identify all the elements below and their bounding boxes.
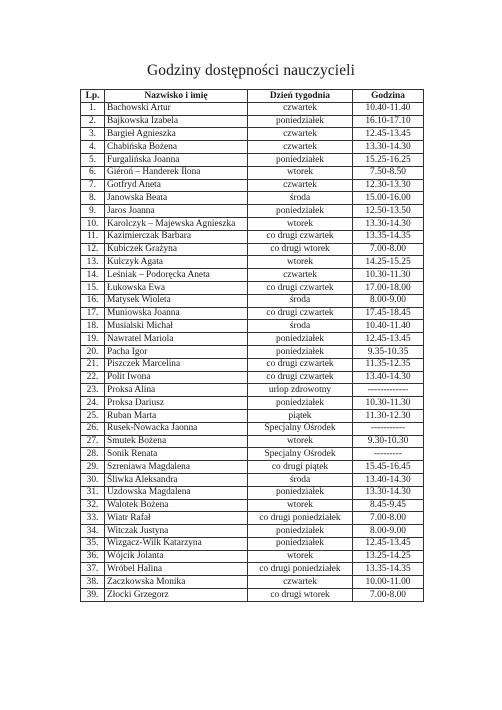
cell-day: środa <box>248 320 353 333</box>
cell-hour: 7.50-8.50 <box>353 166 424 179</box>
cell-hour: 15.45-16.45 <box>353 461 424 474</box>
table-row <box>81 512 424 525</box>
cell-lp: 34. <box>81 525 105 538</box>
cell-day: co drugi czwartek <box>248 358 353 371</box>
cell-lp: 23. <box>81 384 105 397</box>
cell-lp: 26. <box>81 422 105 435</box>
cell-lp: 30. <box>81 473 105 486</box>
table-row <box>81 230 424 243</box>
cell-hour: 9.30-10.30 <box>353 435 424 448</box>
cell-lp: 27. <box>81 435 105 448</box>
cell-hour: 12.45-13.45 <box>353 537 424 550</box>
table-row <box>81 473 424 486</box>
cell-day: środa <box>248 294 353 307</box>
cell-hour: 10.30-11.30 <box>353 397 424 410</box>
cell-name: Gotfryd Aneta <box>105 179 248 192</box>
cell-name: Łukowska Ewa <box>105 281 248 294</box>
cell-day: wtorek <box>248 550 353 563</box>
cell-hour: 8.45-9.45 <box>353 499 424 512</box>
header-lp: Lp. <box>81 90 105 103</box>
cell-lp: 37. <box>81 563 105 576</box>
cell-lp: 39. <box>81 589 105 602</box>
cell-lp: 29. <box>81 461 105 474</box>
cell-lp: 7. <box>81 179 105 192</box>
cell-name: Bajkowska Izabela <box>105 115 248 128</box>
cell-name: Wiatr Rafał <box>105 512 248 525</box>
cell-name: Karolczyk – Majewska Agnieszka <box>105 217 248 230</box>
cell-day: poniedziałek <box>248 115 353 128</box>
cell-day: co drugi czwartek <box>248 281 353 294</box>
header-day: Dzień tygodnia <box>248 90 353 103</box>
cell-hour: 8.00-9.00 <box>353 525 424 538</box>
cell-lp: 19. <box>81 333 105 346</box>
cell-name: Proksa Dariusz <box>105 397 248 410</box>
cell-name: Matysek Wioleta <box>105 294 248 307</box>
table-row <box>81 128 424 141</box>
cell-day: poniedziałek <box>248 397 353 410</box>
cell-hour: 13.35-14.35 <box>353 230 424 243</box>
table-row <box>81 333 424 346</box>
page-title: Godziny dostępności nauczycieli <box>147 62 355 79</box>
cell-name: Kazimierczak Barbara <box>105 230 248 243</box>
cell-name: Piszczek Marcelina <box>105 358 248 371</box>
cell-hour: 10.00-11.00 <box>353 576 424 589</box>
cell-day: poniedziałek <box>248 345 353 358</box>
cell-lp: 28. <box>81 448 105 461</box>
cell-day: Specjalny Ośrodek <box>248 422 353 435</box>
table-row <box>81 256 424 269</box>
cell-name: Walotek Bożena <box>105 499 248 512</box>
cell-name: Smutek Bożena <box>105 435 248 448</box>
cell-hour: 10.40-11.40 <box>353 320 424 333</box>
cell-hour: 13.40-14.30 <box>353 473 424 486</box>
table-row <box>81 537 424 550</box>
cell-name: Janowska Beata <box>105 192 248 205</box>
cell-day: poniedziałek <box>248 333 353 346</box>
cell-lp: 35. <box>81 537 105 550</box>
cell-hour: 15.00-16.00 <box>353 192 424 205</box>
cell-lp: 5. <box>81 153 105 166</box>
cell-hour: 12.30-13.30 <box>353 179 424 192</box>
cell-hour: 10.30-11.30 <box>353 269 424 282</box>
cell-name: Polit Iwona <box>105 371 248 384</box>
cell-name: Proksa Alina <box>105 384 248 397</box>
cell-lp: 13. <box>81 256 105 269</box>
cell-hour: 16.10-17.10 <box>353 115 424 128</box>
cell-lp: 4. <box>81 141 105 154</box>
table-row <box>81 166 424 179</box>
table-row <box>81 102 424 115</box>
cell-name: Kulczyk Agata <box>105 256 248 269</box>
table-row <box>81 550 424 563</box>
cell-hour: 13.30-14.30 <box>353 217 424 230</box>
cell-name: Złocki Grzegorz <box>105 589 248 602</box>
cell-lp: 15. <box>81 281 105 294</box>
cell-day: wtorek <box>248 499 353 512</box>
cell-hour: 8.00-9.00 <box>353 294 424 307</box>
table-row <box>81 153 424 166</box>
table-row <box>81 435 424 448</box>
cell-hour: 9.35-10.35 <box>353 345 424 358</box>
cell-lp: 22. <box>81 371 105 384</box>
cell-name: Bachowski Artur <box>105 102 248 115</box>
cell-day: co drugi czwartek <box>248 307 353 320</box>
table-row <box>81 397 424 410</box>
cell-hour: --------- <box>353 448 424 461</box>
cell-name: Wróbel Halina <box>105 563 248 576</box>
cell-name: Furgalińska Joanna <box>105 153 248 166</box>
cell-name: Giéroń – Handerek Ilona <box>105 166 248 179</box>
table-body <box>81 102 424 601</box>
table-row <box>81 345 424 358</box>
cell-hour: ----------- <box>353 422 424 435</box>
cell-day: wtorek <box>248 256 353 269</box>
table-row <box>81 384 424 397</box>
cell-lp: 12. <box>81 243 105 256</box>
cell-name: Wizgacz-Wilk Katarzyna <box>105 537 248 550</box>
cell-hour: 17.00-18.00 <box>353 281 424 294</box>
cell-day: Specjalny Ośrodek <box>248 448 353 461</box>
cell-lp: 32. <box>81 499 105 512</box>
cell-name: Rusek-Nowacka Jaonna <box>105 422 248 435</box>
cell-lp: 20. <box>81 345 105 358</box>
cell-day: co drugi czwartek <box>248 371 353 384</box>
table-row <box>81 461 424 474</box>
cell-lp: 17. <box>81 307 105 320</box>
cell-day: środa <box>248 192 353 205</box>
cell-lp: 18. <box>81 320 105 333</box>
cell-hour: 14.25-15.25 <box>353 256 424 269</box>
cell-hour: 7.00-8.00 <box>353 512 424 525</box>
header-name: Nazwisko i imię <box>105 90 248 103</box>
table-row <box>81 486 424 499</box>
cell-day: wtorek <box>248 217 353 230</box>
table-row <box>81 205 424 218</box>
cell-hour: 13.40-14.30 <box>353 371 424 384</box>
cell-lp: 16. <box>81 294 105 307</box>
cell-lp: 21. <box>81 358 105 371</box>
cell-name: Szreniawa Magdalena <box>105 461 248 474</box>
table-row <box>81 281 424 294</box>
cell-name: Ruban Marta <box>105 409 248 422</box>
cell-day: czwartek <box>248 179 353 192</box>
cell-day: poniedziałek <box>248 153 353 166</box>
cell-hour: 13.35-14.35 <box>353 563 424 576</box>
cell-day: co drugi wtorek <box>248 243 353 256</box>
header-hour: Godzina <box>353 90 424 103</box>
table-row <box>81 320 424 333</box>
cell-day: co drugi wtorek <box>248 589 353 602</box>
cell-hour: 12.45-13.45 <box>353 333 424 346</box>
table-row <box>81 192 424 205</box>
table-row <box>81 269 424 282</box>
cell-lp: 1. <box>81 102 105 115</box>
cell-lp: 38. <box>81 576 105 589</box>
cell-hour: 15.25-16.25 <box>353 153 424 166</box>
table-row <box>81 422 424 435</box>
cell-lp: 24. <box>81 397 105 410</box>
cell-day: czwartek <box>248 141 353 154</box>
cell-hour: 17.45-18.45 <box>353 307 424 320</box>
cell-name: Pacha Igor <box>105 345 248 358</box>
cell-day: czwartek <box>248 128 353 141</box>
cell-day: co drugi czwartek <box>248 230 353 243</box>
cell-day: poniedziałek <box>248 486 353 499</box>
cell-name: Kubiczek Grażyna <box>105 243 248 256</box>
table-row <box>81 499 424 512</box>
cell-day: co drugi poniedziałek <box>248 512 353 525</box>
table-header-row <box>81 90 424 103</box>
cell-day: wtorek <box>248 435 353 448</box>
cell-hour: 13.30-14.30 <box>353 486 424 499</box>
cell-lp: 10. <box>81 217 105 230</box>
cell-day: co drugi poniedziałek <box>248 563 353 576</box>
cell-day: czwartek <box>248 102 353 115</box>
table-row <box>81 409 424 422</box>
table-row <box>81 448 424 461</box>
table-row <box>81 576 424 589</box>
cell-name: Muniowska Joanna <box>105 307 248 320</box>
table-row <box>81 141 424 154</box>
cell-lp: 33. <box>81 512 105 525</box>
cell-lp: 25. <box>81 409 105 422</box>
cell-name: Wójcik Jolanta <box>105 550 248 563</box>
cell-name: Musialski Michał <box>105 320 248 333</box>
cell-name: Witczak Justyna <box>105 525 248 538</box>
cell-day: poniedziałek <box>248 537 353 550</box>
cell-lp: 6. <box>81 166 105 179</box>
cell-hour: 12.45-13.45 <box>353 128 424 141</box>
cell-lp: 2. <box>81 115 105 128</box>
table-row <box>81 243 424 256</box>
cell-name: Jaros Joanna <box>105 205 248 218</box>
availability-table <box>80 89 424 602</box>
cell-day: piątek <box>248 409 353 422</box>
cell-hour: 7.00-8.00 <box>353 243 424 256</box>
cell-hour: 11.30-12.30 <box>353 409 424 422</box>
table-row <box>81 358 424 371</box>
cell-lp: 11. <box>81 230 105 243</box>
cell-name: Chabińska Bożena <box>105 141 248 154</box>
cell-hour: 11.35-12.35 <box>353 358 424 371</box>
cell-day: czwartek <box>248 576 353 589</box>
cell-day: urlop zdrowotny <box>248 384 353 397</box>
cell-day: co drugi piątek <box>248 461 353 474</box>
cell-name: Uzdowska Magdalena <box>105 486 248 499</box>
cell-hour: 10.40-11.40 <box>353 102 424 115</box>
cell-name: Śliwka Aleksandra <box>105 473 248 486</box>
cell-lp: 8. <box>81 192 105 205</box>
table-row <box>81 217 424 230</box>
table-row <box>81 307 424 320</box>
cell-hour: 7.00-8.00 <box>353 589 424 602</box>
cell-hour: ------------- <box>353 384 424 397</box>
cell-lp: 14. <box>81 269 105 282</box>
table-row <box>81 371 424 384</box>
cell-day: wtorek <box>248 166 353 179</box>
cell-name: Bargieł Agnieszka <box>105 128 248 141</box>
cell-name: Nawratel Mariola <box>105 333 248 346</box>
cell-hour: 13.25-14.25 <box>353 550 424 563</box>
table-row <box>81 294 424 307</box>
cell-day: środa <box>248 473 353 486</box>
cell-hour: 13.30-14.30 <box>353 141 424 154</box>
cell-hour: 12.50-13.50 <box>353 205 424 218</box>
cell-lp: 31. <box>81 486 105 499</box>
cell-day: czwartek <box>248 269 353 282</box>
cell-name: Sonik Renata <box>105 448 248 461</box>
cell-lp: 36. <box>81 550 105 563</box>
cell-name: Zaczkowska Monika <box>105 576 248 589</box>
table-row <box>81 525 424 538</box>
table-row <box>81 589 424 602</box>
cell-day: poniedziałek <box>248 525 353 538</box>
table-row <box>81 115 424 128</box>
cell-name: Leśniak – Podoręcka Aneta <box>105 269 248 282</box>
cell-lp: 3. <box>81 128 105 141</box>
table-row <box>81 563 424 576</box>
cell-lp: 9. <box>81 205 105 218</box>
cell-day: poniedziałek <box>248 205 353 218</box>
table-row <box>81 179 424 192</box>
